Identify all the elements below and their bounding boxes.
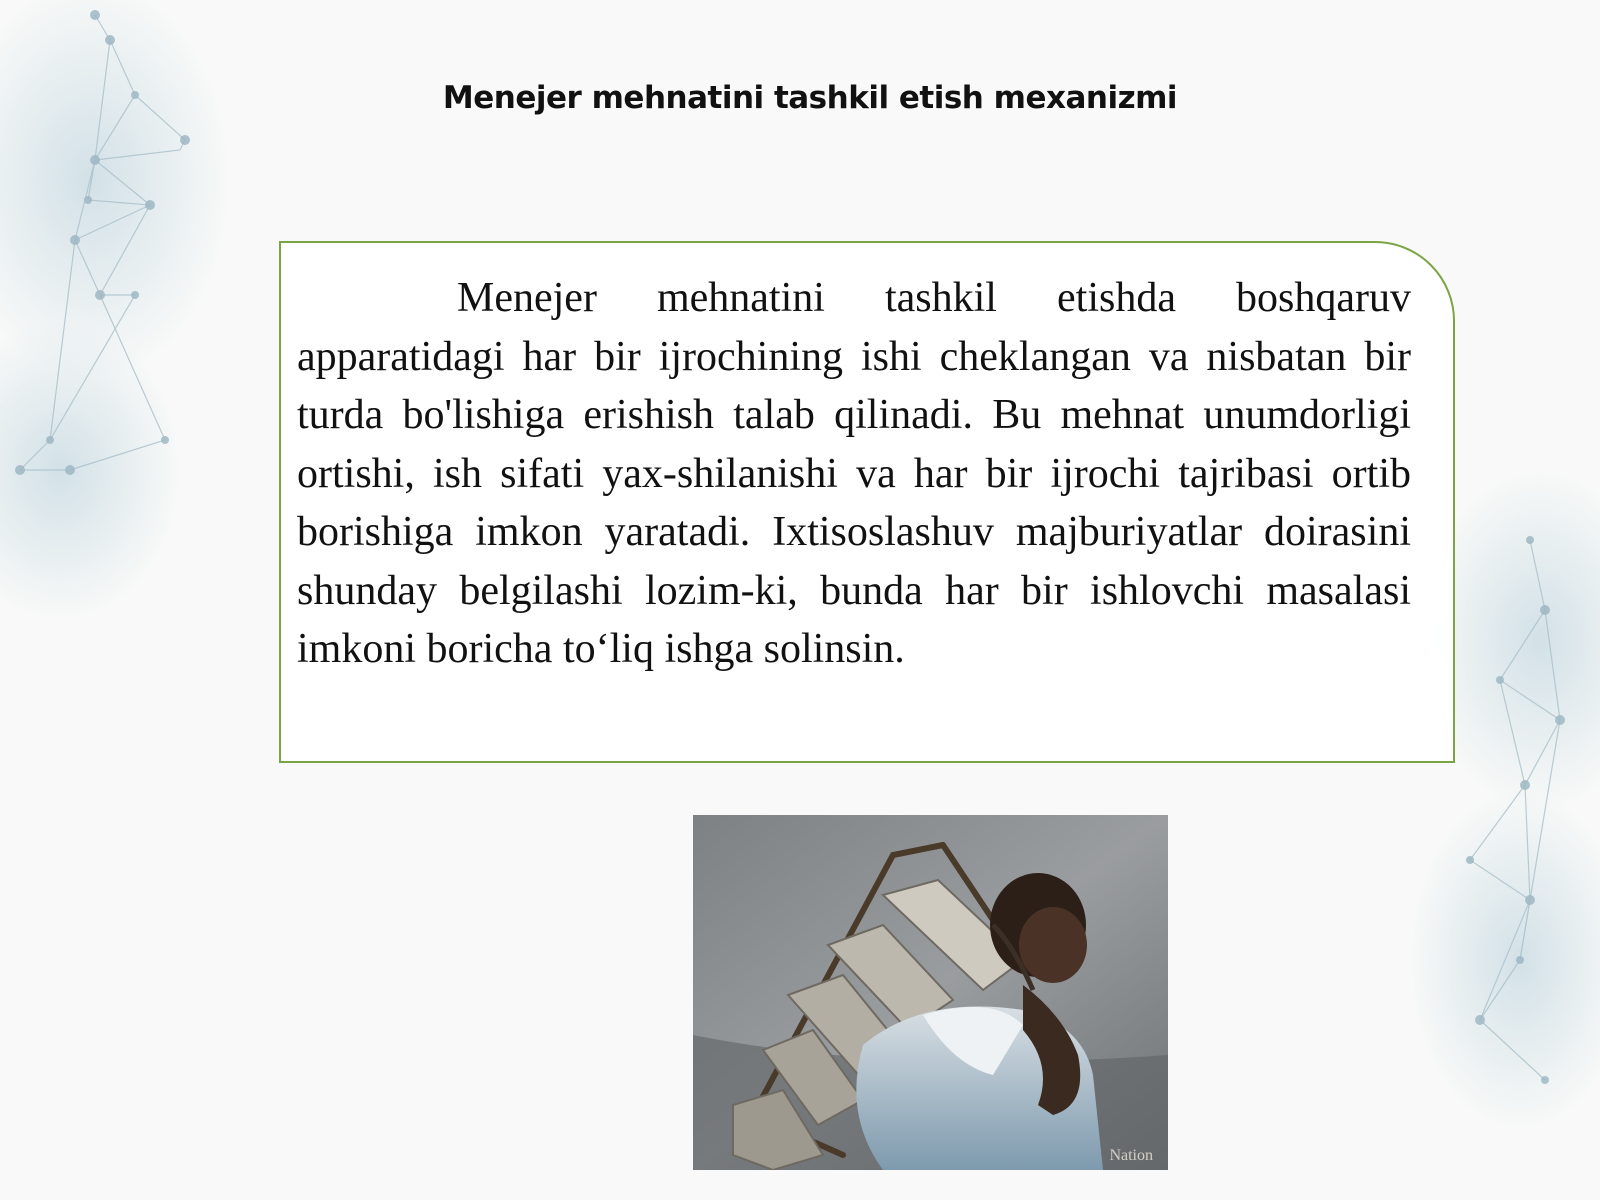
slide-title: Menejer mehnatini tashkil etish mexanizmi [442,80,1178,116]
worker-photo [693,815,1168,1170]
photo-watermark: Nation [1109,1147,1153,1164]
body-text: Menejer mehnatini tashkil etishda boshqaruv apparatidagi har bir ijrochining ishi cheklangan va nisbatan bir turda bo'lishiga erishish talab qilinadi. Bu mehnat unumdorligi ortishi, ish sifati yax-shilanishi va har bir ijrochi tajribasi ortib borishiga imkon yaratadi. Ixtisoslashuv majburiyatlar doirasini shunday belgilashi lozim-ki, bunda har bir ishlovchi masalasi imkoni boricha to‘liq ishga solinsin. [297,275,1411,672]
text-box [279,241,1455,763]
